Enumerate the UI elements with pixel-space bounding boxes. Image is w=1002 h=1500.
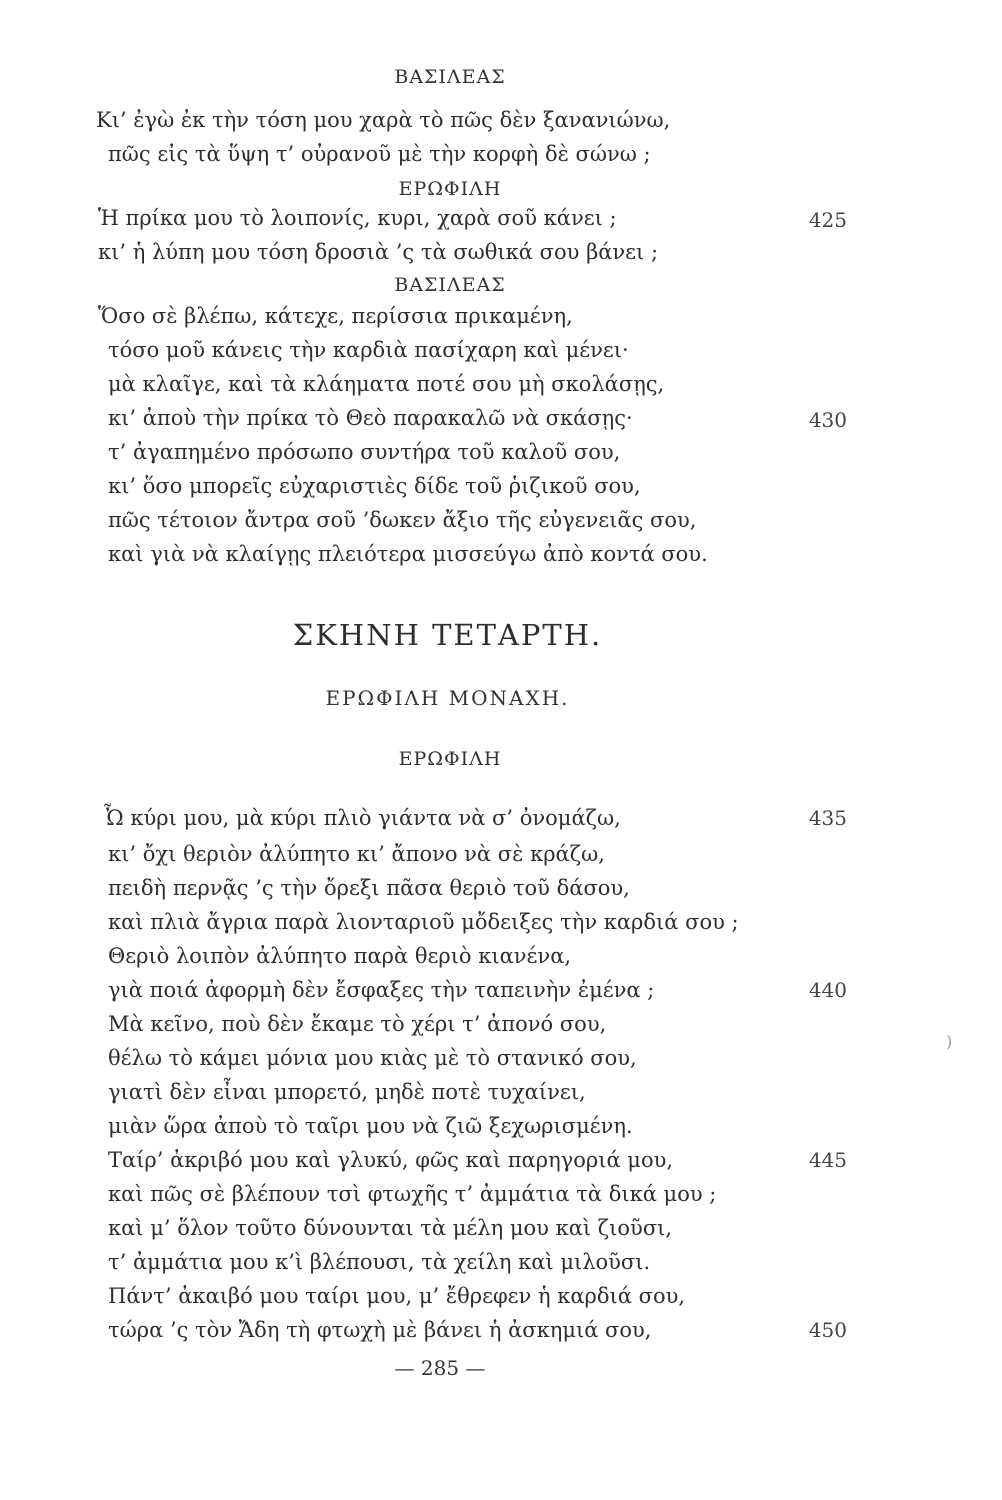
verse-line: καὶ γιὰ νὰ κλαίγῃς πλειότερα μισσεύγω ἀπὸ κοντά σου. [108, 542, 708, 566]
verse-line: κι’ ὅσο μπορεῖς εὐχαριστιὲς δίδε τοῦ ῥιζικοῦ σου, [108, 474, 641, 498]
line-number: 445 [808, 1148, 847, 1172]
verse-line: καὶ πλιὰ ἄγρια παρὰ λιονταριοῦ μὄδειξες τὴν καρδιά σου ; [108, 910, 739, 934]
verse-line: κι’ ἀποὺ τὴν πρίκα τὸ Θεὸ παρακαλῶ νὰ σκάσῃς· [108, 406, 633, 430]
verse-line: κι’ ἡ λύπη μου τόση δροσιὰ ’ς τὰ σωθικά σου βάνει ; [98, 240, 659, 264]
verse-line: Ὦ κύρι μου, μὰ κύρι πλιὸ γιάντα νὰ σ’ ὀνομάζω, [104, 806, 621, 830]
margin-mark: ) [946, 1032, 953, 1051]
verse-line: πῶς τέτοιον ἄντρα σοῦ ’δωκεν ἄξιο τῆς εὐγενειᾶς σου, [108, 508, 697, 532]
verse-line: Κι’ ἐγὼ ἐκ τὴν τόση μου χαρὰ τὸ πῶς δὲν ξανανιώνω, [96, 108, 671, 132]
verse-line: κι’ ὄχι θεριὸν ἀλύπητο κι’ ἄπονο νὰ σὲ κράζω, [108, 842, 605, 866]
verse-line: Ἡ πρίκα μου τὸ λοιπονίς, κυρι, χαρὰ σοῦ κάνει ; [98, 206, 617, 230]
scene-subtitle: ΕΡΩΦΙΛΗ ΜΟΝΑΧΗ. [325, 686, 570, 710]
verse-line: Ταίρ’ ἀκριβό μου καὶ γλυκύ, φῶς καὶ παρηγοριά μου, [108, 1148, 674, 1172]
line-number: 450 [808, 1318, 847, 1342]
verse-line: Θεριὸ λοιπὸν ἀλύπητο παρὰ θεριὸ κιανένα, [108, 944, 572, 968]
verse-line: καὶ μ’ ὅλον τοῦτο δύνουνται τὰ μέλη μου καὶ ζιοῦσι, [108, 1216, 673, 1240]
verse-line: τ’ ἀγαπημένο πρόσωπο συντήρα τοῦ καλοῦ σου, [108, 440, 621, 464]
verse-line: πῶς εἰς τὰ ὕψη τ’ οὐρανοῦ μὲ τὴν κορφὴ δὲ σώνω ; [108, 142, 651, 166]
verse-line: τόσο μοῦ κάνεις τὴν καρδιὰ πασίχαρη καὶ μένει· [108, 338, 629, 362]
verse-line: γιὰ ποιά ἀφορμὴ δὲν ἔσφαξες τὴν ταπεινὴν ἐμένα ; [108, 978, 655, 1002]
verse-line: τ’ ἀμμάτια μου κ’ὶ βλέπουσι, τὰ χείλη καὶ μιλοῦσι. [108, 1250, 651, 1274]
verse-line: θέλω τὸ κάμει μόνια μου κιὰς μὲ τὸ στανικό σου, [108, 1046, 637, 1070]
verse-line: καὶ πῶς σὲ βλέπουν τσὶ φτωχῆς τ’ ἀμμάτια τὰ δικά μου ; [108, 1182, 717, 1206]
line-number: 430 [808, 408, 847, 432]
verse-line: Πάντ’ ἀκαιβό μου ταίρι μου, μ’ ἔθρεφεν ἡ καρδιά σου, [108, 1284, 686, 1308]
speaker-name: ΒΑΣΙΛΕΑΣ [394, 66, 506, 88]
verse-line: Μὰ κεῖνο, ποὺ δὲν ἔκαμε τὸ χέρι τ’ ἀπονό σου, [108, 1012, 607, 1036]
verse-line: τώρα ’ς τὸν Ἄδη τὴ φτωχὴ μὲ βάνει ἡ ἀσκημιά σου, [108, 1318, 652, 1342]
verse-line: μιὰν ὥρα ἀποὺ τὸ ταῖρι μου νὰ ζιῶ ξεχωρισμένη. [108, 1114, 633, 1138]
speaker-name: ΕΡΩΦΙΛΗ [398, 748, 502, 770]
line-number: 425 [808, 208, 847, 232]
verse-line: Ὅσο σὲ βλέπω, κάτεχε, περίσσια πρικαμένη, [98, 304, 573, 328]
speaker-name: ΒΑΣΙΛΕΑΣ [394, 274, 506, 296]
verse-line: πειδὴ περνᾷς ’ς τὴν ὄρεξι πᾶσα θεριὸ τοῦ δάσου, [108, 876, 630, 900]
scene-title: ΣΚΗΝΗ ΤΕΤΑΡΤΗ. [292, 618, 603, 652]
page-number: — 285 — [394, 1356, 486, 1380]
line-number: 440 [808, 978, 847, 1002]
line-number: 435 [808, 806, 847, 830]
verse-line: μὰ κλαῖγε, καὶ τὰ κλάηματα ποτέ σου μὴ σκολάσῃς, [108, 372, 665, 396]
verse-line: γιατὶ δὲν εἶναι μπορετό, μηδὲ ποτὲ τυχαίνει, [108, 1080, 586, 1104]
speaker-name: ΕΡΩΦΙΛΗ [398, 178, 502, 200]
